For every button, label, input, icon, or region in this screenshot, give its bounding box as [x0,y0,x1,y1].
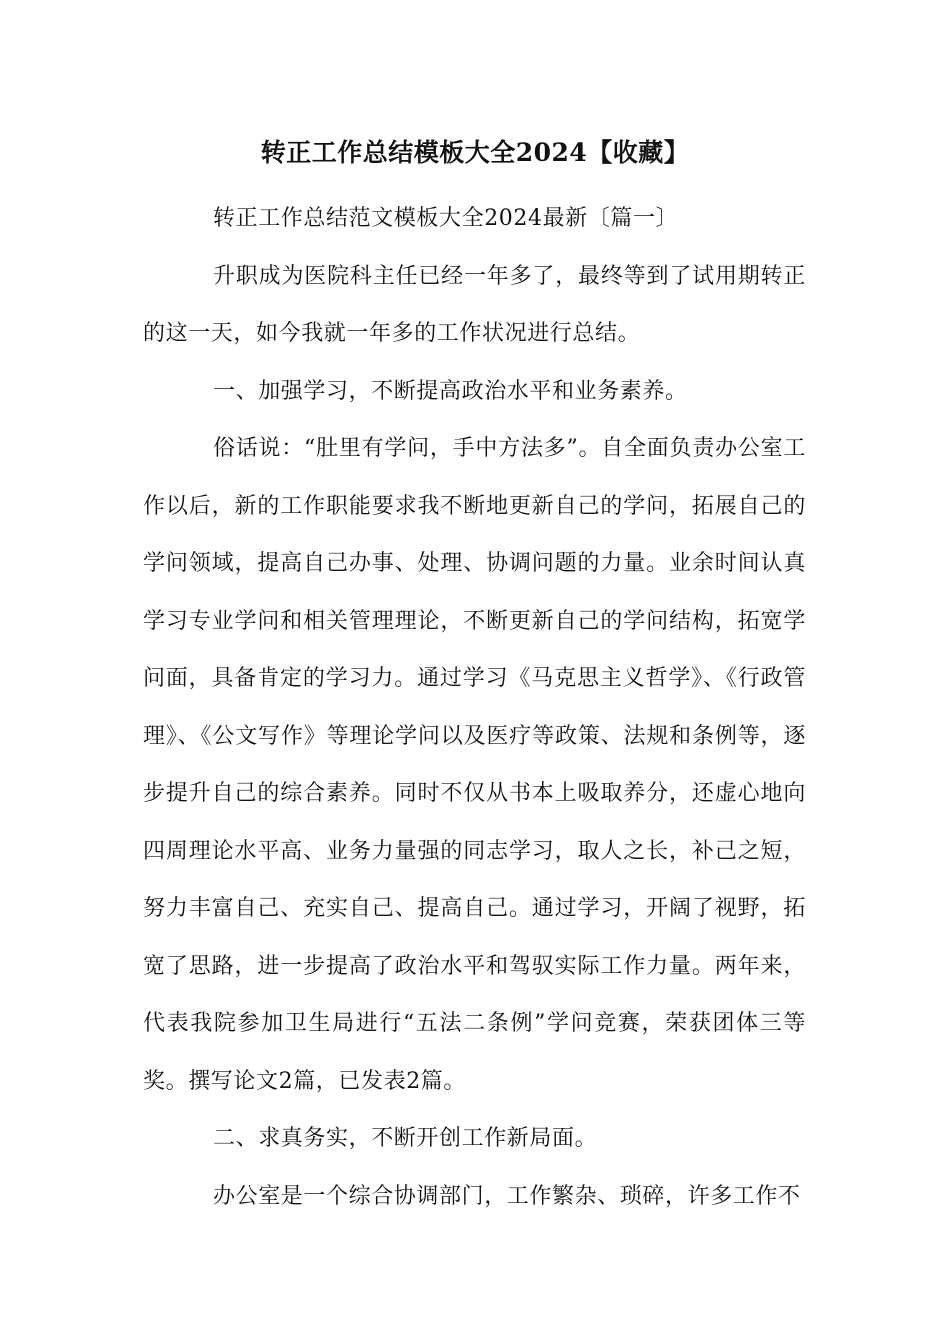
section-heading-2: 二、求真务实，不断开创工作新局面。 [213,1126,598,1151]
subtitle-paragraph: 转正工作总结范文模板大全2024最新〔篇一〕 [213,206,679,231]
body-paragraph-truncated: 办公室是一个综合协调部门，工作繁杂、琐碎，许多工作不 [213,1183,801,1209]
section-heading-1: 一、加强学习，不断提高政治水平和业务素养。 [213,378,688,404]
document-body [143,190,806,1225]
intro-paragraph: 升职成为医院科主任已经一年多了，最终等到了试用期转正的这一天，如今我就一年多的工作状况进行总结。 [143,263,806,346]
body-paragraph: 俗话说：“肚里有学问，手中方法多”。自全面负责办公室工作以后，新的工作职能要求我不断地更新自己的学问，拓展自己的学问领域，提高自己办事、处理、协调问题的力量。业余时间认真学习专业学问和相关管理理论，不断更新自己的学问结构，拓宽学问面，具备肯定的学习力。通过学习《马克思主义哲学》、《行政管理》、《公文写作》等理论学问以及医疗等政策、法规和条例等，逐步提升自己的综合素养。同时不仅从书本上吸取养分，还虚心地向四周理论水平高、业务力量强的同志学习，取人之长，补己之短，努力丰富自己、充实自己、提高自己。通过学习，开阔了视野，拓宽了思路，进一步提高了政治水平和驾驭实际工作力量。两年来，代表我院参加卫生局进行“五法二条例”学问竞赛，荣获团体三等奖。撰写论文2篇，已发表2篇。 [143,436,806,1094]
document-title: 转正工作总结模板大全2024【收藏】 [260,138,690,167]
